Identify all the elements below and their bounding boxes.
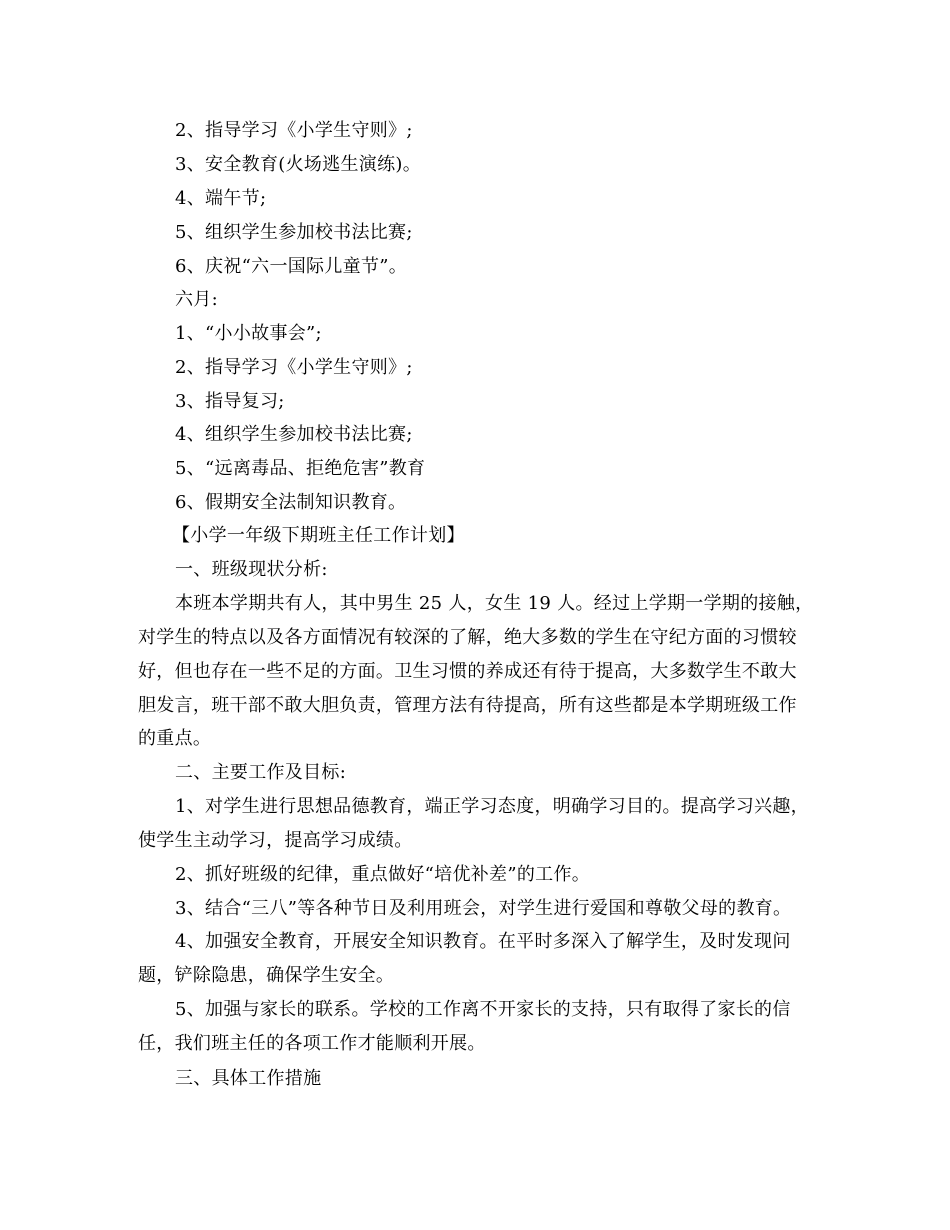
paragraph-line: 对学生的特点以及各方面情况有较深的了解，绝大多数的学生在守纪方面的习惯较 — [138, 627, 797, 648]
section-heading: 二、主要工作及目标: — [175, 762, 347, 783]
paragraph-line: 使学生主动学习，提高学习成绩。 — [138, 830, 413, 851]
text-line: 2、指导学习《小学生守则》; — [175, 357, 413, 378]
paragraph-line: 本班本学期共有人，其中男生 25 人，女生 19 人。经过上学期一学期的接触， — [175, 593, 814, 614]
paragraph-line: 4、加强安全教育，开展安全知识教育。在平时多深入了解学生，及时发现问 — [175, 931, 791, 952]
document-title: 【小学一年级下期班主任工作计划】 — [172, 525, 465, 546]
paragraph-line: 题，铲除隐患，确保学生安全。 — [138, 965, 395, 986]
text-line: 6、庆祝“六一国际儿童节”。 — [175, 256, 408, 277]
text-line: 6、假期安全法制知识教育。 — [175, 492, 407, 513]
text-line: 5、组织学生参加校书法比赛; — [175, 222, 413, 243]
text-line: 1、“小小故事会”; — [175, 323, 322, 344]
paragraph-line: 3、结合“三八”等各种节日及利用班会，对学生进行爱国和尊敬父母的教育。 — [175, 898, 792, 919]
section-heading: 六月: — [175, 289, 218, 310]
section-heading: 一、班级现状分析: — [175, 559, 328, 580]
paragraph-line: 的重点。 — [138, 728, 212, 749]
text-line: 4、组织学生参加校书法比赛; — [175, 424, 413, 445]
paragraph-line: 1、对学生进行思想品德教育，端正学习态度，明确学习目的。提高学习兴趣， — [175, 796, 809, 817]
text-line: 3、指导复习; — [175, 391, 285, 412]
paragraph-line: 胆发言，班干部不敢大胆负责，管理方法有待提高，所有这些都是本学期班级工作 — [138, 695, 797, 716]
text-line: 3、安全教育(火场逃生演练)。 — [175, 154, 421, 175]
text-line: 2、指导学习《小学生守则》; — [175, 120, 413, 141]
text-line: 4、端午节; — [175, 188, 267, 209]
paragraph-line: 好，但也存在一些不足的方面。卫生习惯的养成还有待于提高，大多数学生不敢大 — [138, 661, 797, 682]
text-line: 5、“远离毒品、拒绝危害”教育 — [175, 458, 426, 479]
section-heading: 三、具体工作措施 — [175, 1068, 322, 1089]
paragraph-line: 5、加强与家长的联系。学校的工作离不开家长的支持，只有取得了家长的信 — [175, 999, 791, 1020]
paragraph-line: 2、抓好班级的纪律，重点做好“培优补差”的工作。 — [175, 864, 591, 885]
paragraph-line: 任，我们班主任的各项工作才能顺利开展。 — [138, 1033, 486, 1054]
